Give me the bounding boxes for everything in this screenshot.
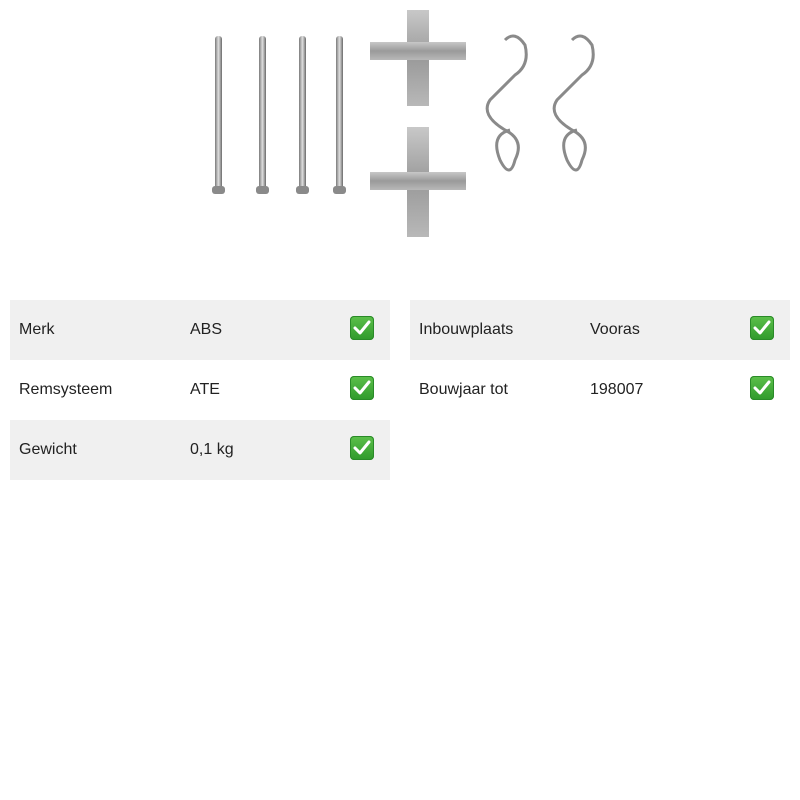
check-icon — [350, 436, 374, 460]
spec-row-remsysteem — [10, 360, 390, 420]
anti-rattle-plate — [370, 127, 466, 237]
spec-value: ATE — [190, 381, 220, 398]
spec-row-inbouwplaats — [410, 300, 790, 360]
guide-pin — [296, 36, 309, 194]
spec-table-right — [410, 300, 790, 420]
product-image — [200, 0, 600, 250]
spec-row-gewicht — [10, 420, 390, 480]
spec-label: Merk — [19, 321, 55, 338]
check-icon — [350, 316, 374, 340]
spec-label: Inbouwplaats — [419, 321, 514, 338]
spec-label: Bouwjaar tot — [419, 381, 508, 398]
wire-spring — [487, 36, 526, 170]
spec-row-merk — [10, 300, 390, 360]
check-icon — [350, 376, 374, 400]
spec-value: 198007 — [590, 381, 644, 398]
guide-pin — [256, 36, 269, 194]
spec-table-left — [10, 300, 390, 480]
check-icon — [750, 316, 774, 340]
spec-label: Gewicht — [19, 441, 77, 458]
spec-row-bouwjaar-tot — [410, 360, 790, 420]
spec-value: 0,1 kg — [190, 441, 234, 458]
spec-value: Vooras — [590, 321, 640, 338]
spec-value: ABS — [190, 321, 223, 338]
check-icon — [750, 376, 774, 400]
anti-rattle-plate — [370, 10, 466, 106]
wire-spring — [554, 36, 593, 170]
guide-pin — [212, 36, 225, 194]
guide-pin — [333, 36, 346, 194]
spec-label: Remsysteem — [19, 381, 113, 398]
